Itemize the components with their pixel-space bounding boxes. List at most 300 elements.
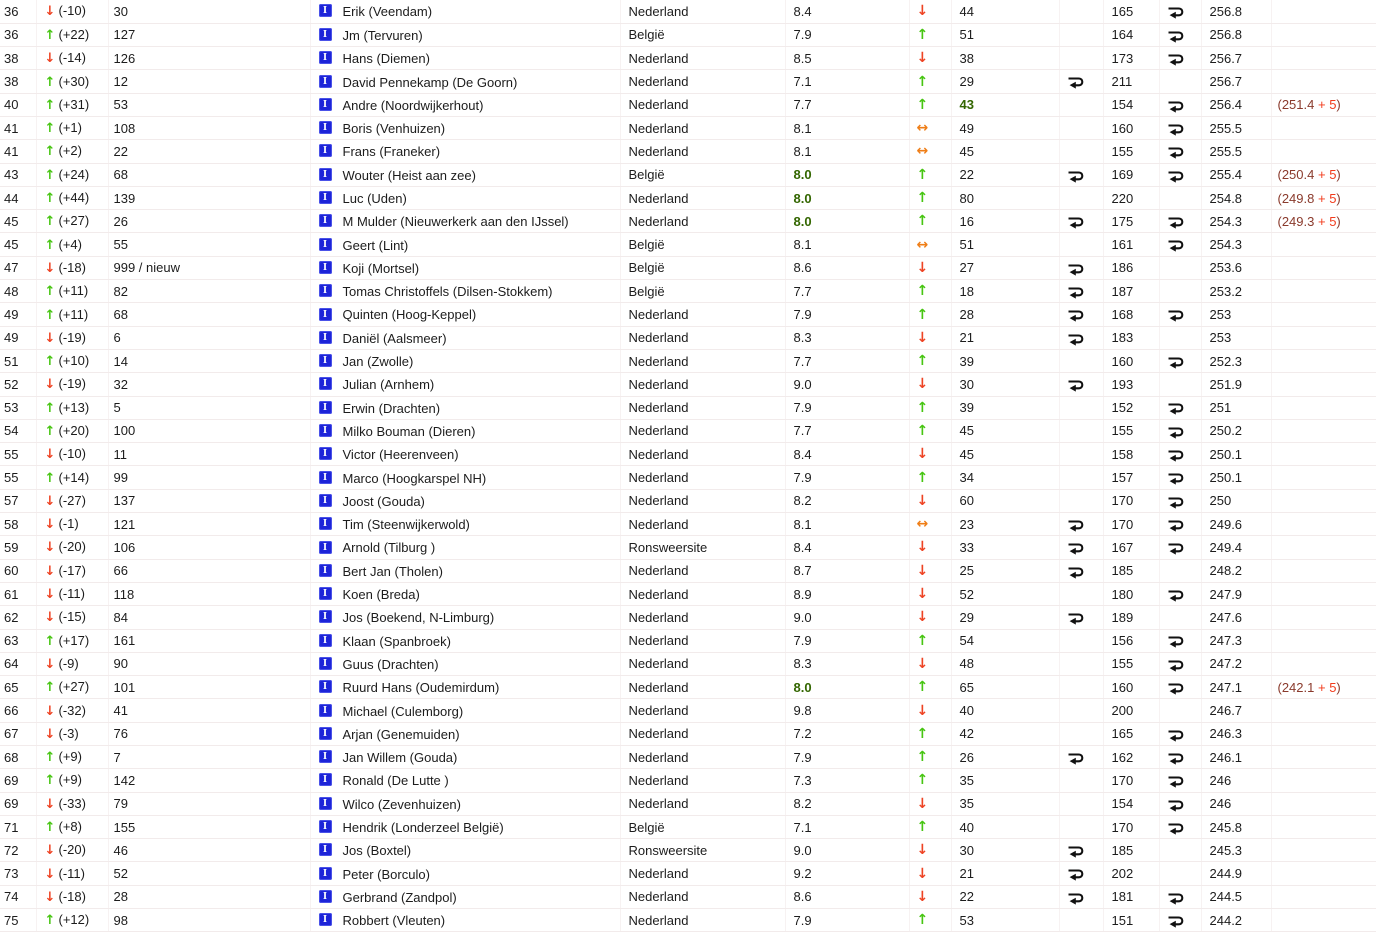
player-name[interactable]: Daniël (Aalsmeer)	[342, 330, 447, 346]
return-icon-2	[1167, 914, 1184, 928]
change-arrow-icon: ↑	[44, 354, 56, 370]
player-name[interactable]: Ronald (De Lutte )	[342, 773, 449, 789]
change-value: (+2)	[58, 143, 82, 159]
bonus-close: )	[1336, 213, 1341, 229]
info-icon[interactable]: I	[319, 308, 332, 321]
rank-value: 38	[4, 50, 19, 66]
games-value: 173	[1111, 50, 1134, 66]
trend-arrow-icon: ↓	[916, 655, 929, 672]
trend-arrow-icon: ↑	[916, 96, 929, 113]
trend-arrow-icon: ↑	[916, 912, 929, 929]
info-icon[interactable]: I	[319, 517, 332, 530]
rank-value: 53	[4, 400, 19, 416]
country-value: België	[628, 819, 665, 835]
country-value: Nederland	[628, 796, 689, 812]
average-value: 7.9	[793, 470, 812, 486]
player-name[interactable]: Koji (Mortsel)	[342, 260, 420, 276]
info-icon[interactable]: I	[319, 424, 332, 437]
player-name[interactable]: Wilco (Zevenhuizen)	[342, 796, 461, 812]
info-icon[interactable]: I	[319, 587, 332, 600]
info-icon[interactable]: I	[319, 121, 332, 134]
player-name[interactable]: Erwin (Drachten)	[342, 400, 441, 416]
return-icon-2	[1167, 681, 1184, 695]
player-name[interactable]: Koen (Breda)	[342, 587, 420, 603]
info-icon[interactable]: I	[319, 843, 332, 856]
score-value: 35	[959, 796, 974, 812]
table-row	[0, 909, 1376, 932]
player-name[interactable]: Erik (Veendam)	[342, 4, 433, 20]
player-name[interactable]: Victor (Heerenveen)	[342, 447, 459, 463]
average-value: 9.8	[793, 703, 812, 719]
total-value: 253.2	[1209, 283, 1243, 299]
previous-value: 155	[113, 819, 136, 835]
previous-value: 53	[113, 97, 128, 113]
return-icon-2	[1167, 471, 1184, 485]
previous-value: 82	[113, 283, 128, 299]
info-icon[interactable]: I	[319, 168, 332, 181]
country-value: Nederland	[628, 679, 689, 695]
rank-value: 62	[4, 609, 19, 625]
change-arrow-icon: ↓	[44, 889, 56, 905]
return-icon-1	[1067, 565, 1084, 579]
table-row	[0, 862, 1376, 885]
trend-arrow-icon: ↓	[916, 865, 929, 882]
total-value: 254.3	[1209, 237, 1243, 253]
trend-arrow-icon: ↓	[916, 702, 929, 719]
change-value: (-1)	[58, 516, 79, 532]
score-value: 51	[959, 27, 974, 43]
change-value: (-14)	[58, 50, 86, 66]
return-icon-2	[1167, 798, 1184, 812]
return-icon-1	[1067, 751, 1084, 765]
total-value: 244.2	[1209, 912, 1243, 928]
games-value: 157	[1111, 470, 1134, 486]
previous-value: 139	[113, 190, 136, 206]
info-icon[interactable]: I	[319, 727, 332, 740]
trend-arrow-icon: ↔	[916, 143, 929, 160]
table-row	[0, 606, 1376, 629]
table-row	[0, 93, 1376, 116]
average-value: 7.9	[793, 27, 812, 43]
player-name[interactable]: Wouter (Heist aan zee)	[342, 167, 476, 183]
info-icon[interactable]: I	[319, 238, 332, 251]
average-value: 7.1	[793, 74, 812, 90]
info-icon[interactable]: I	[319, 773, 332, 786]
return-icon-2	[1167, 541, 1184, 555]
bonus-text	[1278, 167, 1341, 182]
games-value: 170	[1111, 516, 1134, 532]
country-value: Nederland	[628, 446, 689, 462]
games-value: 189	[1111, 609, 1134, 625]
average-value: 7.9	[793, 307, 812, 322]
average-value: 8.5	[793, 50, 812, 66]
change-arrow-icon: ↓	[44, 540, 56, 556]
info-icon[interactable]: I	[319, 494, 332, 507]
info-icon[interactable]: I	[319, 634, 332, 647]
total-value: 250.2	[1209, 423, 1243, 439]
table-row	[0, 676, 1376, 699]
return-icon-2	[1167, 122, 1184, 136]
rank-value: 71	[4, 819, 19, 835]
total-value: 252.3	[1209, 353, 1243, 369]
change-arrow-icon: ↑	[44, 750, 56, 766]
info-icon[interactable]: I	[319, 98, 332, 111]
total-value: 245.8	[1209, 819, 1243, 835]
return-icon-1	[1067, 518, 1084, 532]
country-value: Ronsweersite	[628, 842, 708, 858]
games-value: 193	[1111, 376, 1134, 392]
score-value: 34	[959, 470, 974, 486]
player-name[interactable]: Hendrik (Londerzeel België)	[342, 820, 504, 836]
player-name[interactable]: Frans (Franeker)	[342, 144, 441, 160]
player-name[interactable]: Hans (Diemen)	[342, 51, 430, 67]
change-arrow-icon: ↓	[44, 656, 56, 672]
change-arrow-icon: ↓	[44, 4, 56, 20]
info-icon[interactable]: I	[319, 564, 332, 577]
player-name[interactable]: Bert Jan (Tholen)	[342, 563, 443, 579]
games-value: 160	[1111, 679, 1134, 695]
average-value: 8.3	[793, 330, 812, 346]
rank-value: 61	[4, 586, 19, 602]
info-icon[interactable]: I	[319, 657, 332, 670]
info-icon[interactable]: I	[319, 191, 332, 204]
country-value: Nederland	[628, 353, 689, 369]
bonus-close: )	[1336, 167, 1341, 183]
change-value: (+4)	[58, 236, 82, 252]
info-icon[interactable]: I	[319, 913, 332, 926]
change-arrow-icon: ↑	[44, 470, 56, 486]
score-value: 33	[959, 539, 974, 555]
change-value: (+10)	[58, 353, 90, 369]
average-value: 7.3	[793, 772, 812, 788]
trend-arrow-icon: ↑	[916, 283, 929, 300]
table-row	[0, 280, 1376, 303]
player-name[interactable]: Peter (Borculo)	[342, 866, 430, 882]
country-value: Nederland	[628, 3, 689, 19]
rank-value: 74	[4, 889, 19, 905]
change-value: (-11)	[58, 586, 85, 602]
change-arrow-icon: ↑	[44, 820, 56, 836]
total-value: 250.1	[1209, 470, 1243, 486]
trend-arrow-icon: ↑	[916, 166, 929, 183]
average-value: 9.2	[793, 866, 812, 882]
info-icon[interactable]: I	[319, 447, 332, 460]
previous-value: 108	[113, 120, 136, 136]
country-value: Nederland	[628, 307, 689, 322]
info-icon[interactable]: I	[319, 890, 332, 903]
games-value: 185	[1111, 842, 1134, 858]
return-icon-2	[1167, 448, 1184, 462]
previous-value: 55	[113, 237, 128, 253]
total-value: 247.6	[1209, 609, 1243, 625]
country-value: Nederland	[628, 866, 689, 882]
total-value: 246.1	[1209, 749, 1243, 765]
table-row	[0, 70, 1376, 93]
info-icon[interactable]: I	[319, 28, 332, 41]
score-value: 27	[959, 260, 974, 276]
player-name[interactable]: Ruurd Hans (Oudemirdum)	[342, 680, 500, 696]
return-icon-2	[1167, 658, 1184, 672]
change-value: (+13)	[58, 399, 90, 415]
player-name[interactable]: Gerbrand (Zandpol)	[342, 889, 457, 905]
player-name[interactable]: Andre (Noordwijkerhout)	[342, 97, 484, 113]
table-row	[0, 652, 1376, 675]
info-icon[interactable]: I	[319, 144, 332, 157]
return-icon-1	[1067, 611, 1084, 625]
games-value: 152	[1111, 400, 1134, 416]
games-value: 170	[1111, 819, 1134, 835]
player-name[interactable]: M Mulder (Nieuwerkerk aan den IJssel)	[342, 214, 569, 230]
score-value: 29	[959, 74, 974, 90]
trend-arrow-icon: ↓	[916, 492, 929, 509]
info-icon[interactable]: I	[319, 541, 332, 554]
games-value: 165	[1111, 726, 1134, 742]
country-value: Nederland	[628, 703, 689, 719]
score-value: 30	[959, 376, 974, 392]
player-name[interactable]: Jan (Zwolle)	[342, 354, 414, 370]
return-icon-2	[1167, 891, 1184, 905]
info-icon[interactable]: I	[319, 354, 332, 367]
change-value: (-32)	[58, 702, 86, 718]
change-arrow-icon: ↓	[44, 377, 56, 393]
change-value: (-20)	[58, 842, 86, 858]
previous-value: 12	[113, 74, 128, 90]
previous-value: 101	[113, 679, 136, 695]
change-arrow-icon: ↓	[44, 517, 56, 533]
trend-arrow-icon: ↓	[916, 446, 929, 463]
player-name[interactable]: Joost (Gouda)	[342, 493, 425, 509]
country-value: Nederland	[628, 586, 689, 602]
games-value: 220	[1111, 190, 1134, 206]
country-value: Nederland	[628, 633, 689, 649]
player-name[interactable]: Julian (Arnhem)	[342, 377, 435, 393]
table-row	[0, 839, 1376, 862]
rank-value: 49	[4, 307, 19, 322]
info-icon[interactable]: I	[319, 867, 332, 880]
score-value: 60	[959, 493, 974, 509]
country-value: Nederland	[628, 726, 689, 742]
trend-arrow-icon: ↔	[916, 236, 929, 253]
player-name[interactable]: Tim (Steenwijkerwold)	[342, 517, 470, 533]
table-row	[0, 349, 1376, 372]
change-arrow-icon: ↓	[44, 563, 56, 579]
rank-value: 48	[4, 283, 19, 299]
games-value: 168	[1111, 307, 1134, 322]
info-icon[interactable]: I	[319, 401, 332, 414]
previous-value: 30	[113, 3, 128, 19]
score-value: 22	[959, 889, 974, 905]
score-value: 45	[959, 446, 974, 462]
change-arrow-icon: ↑	[44, 400, 56, 416]
change-arrow-icon: ↑	[44, 913, 56, 929]
average-value: 8.6	[793, 260, 812, 276]
player-name[interactable]: Quinten (Hoog-Keppel)	[342, 307, 477, 323]
player-name[interactable]: Guus (Drachten)	[342, 656, 439, 672]
info-icon[interactable]: I	[319, 610, 332, 623]
player-name[interactable]: Luc (Uden)	[342, 191, 407, 207]
table-row	[0, 629, 1376, 652]
return-icon-2	[1167, 52, 1184, 66]
previous-value: 68	[113, 167, 128, 183]
table-row	[0, 116, 1376, 139]
return-icon-2	[1167, 169, 1184, 183]
average-value: 8.2	[793, 493, 812, 509]
total-value: 253	[1209, 330, 1232, 346]
total-value: 253	[1209, 307, 1232, 322]
player-name[interactable]: Jan Willem (Gouda)	[342, 750, 458, 766]
return-icon-1	[1067, 215, 1084, 229]
games-value: 151	[1111, 912, 1134, 928]
table-row	[0, 326, 1376, 349]
info-icon[interactable]: I	[319, 820, 332, 833]
total-value: 246.7	[1209, 703, 1243, 719]
trend-arrow-icon: ↑	[916, 26, 929, 43]
country-value: België	[628, 283, 665, 299]
return-icon-2	[1167, 355, 1184, 369]
score-value: 54	[959, 633, 974, 649]
info-icon[interactable]: I	[319, 284, 332, 297]
average-value: 7.7	[793, 353, 812, 369]
games-value: 155	[1111, 656, 1134, 672]
score-value: 40	[959, 819, 974, 835]
player-name[interactable]: Robbert (Vleuten)	[342, 913, 446, 929]
average-value: 8.4	[793, 3, 812, 19]
previous-value: 52	[113, 866, 128, 882]
change-arrow-icon: ↓	[44, 51, 56, 67]
return-icon-2	[1167, 495, 1184, 509]
total-value: 251.9	[1209, 376, 1243, 392]
rank-value: 36	[4, 3, 19, 19]
player-name[interactable]: Jos (Boxtel)	[342, 843, 412, 859]
games-value: 183	[1111, 330, 1134, 346]
country-value: Nederland	[628, 749, 689, 765]
bonus-close: )	[1336, 679, 1341, 695]
previous-value: 142	[113, 772, 136, 788]
player-name[interactable]: Geert (Lint)	[342, 237, 409, 253]
info-icon[interactable]: I	[319, 214, 332, 227]
rank-value: 45	[4, 237, 19, 253]
average-value: 8.0	[793, 213, 812, 229]
player-name[interactable]: Boris (Venhuizen)	[342, 121, 446, 137]
change-value: (+20)	[58, 422, 90, 438]
info-icon[interactable]: I	[319, 75, 332, 88]
change-arrow-icon: ↑	[44, 167, 56, 183]
bonus-base: (242.1	[1277, 679, 1318, 695]
table-row	[0, 792, 1376, 815]
info-icon[interactable]: I	[319, 4, 332, 17]
rank-value: 75	[4, 912, 19, 928]
average-value: 7.7	[793, 423, 812, 439]
games-value: 158	[1111, 446, 1134, 462]
player-name[interactable]: Tomas Christoffels (Dilsen-Stokkem)	[342, 284, 553, 300]
info-icon[interactable]: I	[319, 704, 332, 717]
info-icon[interactable]: I	[319, 797, 332, 810]
score-value: 25	[959, 563, 974, 579]
player-name[interactable]: Klaan (Spanbroek)	[342, 633, 451, 649]
player-name[interactable]: Marco (Hoogkarspel NH)	[342, 470, 487, 486]
total-value: 247.2	[1209, 656, 1243, 672]
change-value: (+9)	[58, 749, 82, 765]
country-value: Nederland	[628, 376, 689, 392]
trend-arrow-icon: ↑	[916, 469, 929, 486]
change-value: (+9)	[58, 772, 82, 788]
return-icon-1	[1067, 844, 1084, 858]
average-value: 8.3	[793, 656, 812, 672]
info-icon[interactable]: I	[319, 331, 332, 344]
change-arrow-icon: ↑	[44, 237, 56, 253]
previous-value: 126	[113, 50, 136, 66]
info-icon[interactable]: I	[319, 377, 332, 390]
player-name[interactable]: Jm (Tervuren)	[342, 27, 423, 43]
return-icon-1	[1067, 308, 1084, 322]
change-value: (-9)	[58, 655, 79, 671]
table-row	[0, 373, 1376, 396]
bonus-plus: + 5	[1317, 190, 1337, 206]
bonus-plus: + 5	[1317, 679, 1337, 695]
player-name[interactable]: Milko Bouman (Dieren)	[342, 424, 476, 440]
rank-value: 72	[4, 842, 19, 858]
table-row	[0, 582, 1376, 605]
rank-value: 66	[4, 703, 19, 719]
total-value: 249.4	[1209, 539, 1243, 555]
return-icon-1	[1067, 541, 1084, 555]
total-value: 255.5	[1209, 120, 1243, 136]
rank-value: 60	[4, 563, 19, 579]
trend-arrow-icon: ↑	[916, 725, 929, 742]
rank-value: 38	[4, 74, 19, 90]
return-icon-1	[1067, 285, 1084, 299]
player-name[interactable]: David Pennekamp (De Goorn)	[342, 74, 518, 90]
games-value: 160	[1111, 120, 1134, 136]
change-value: (+14)	[58, 469, 90, 485]
trend-arrow-icon: ↑	[916, 632, 929, 649]
return-icon-1	[1067, 867, 1084, 881]
rank-value: 55	[4, 470, 19, 486]
player-name[interactable]: Arnold (Tilburg )	[342, 540, 436, 556]
trend-arrow-icon: ↓	[916, 376, 929, 393]
bonus-close: )	[1336, 97, 1341, 113]
score-value: 52	[959, 586, 974, 602]
table-row	[0, 746, 1376, 769]
trend-arrow-icon: ↓	[916, 795, 929, 812]
info-icon[interactable]: I	[319, 680, 332, 693]
table-row	[0, 559, 1376, 582]
previous-value: 98	[113, 912, 128, 928]
change-value: (+22)	[58, 26, 90, 42]
player-name[interactable]: Jos (Boekend, N-Limburg)	[342, 610, 495, 626]
info-icon[interactable]: I	[319, 750, 332, 763]
player-name[interactable]: Arjan (Genemuiden)	[342, 726, 460, 742]
average-value: 8.4	[793, 446, 812, 462]
average-value: 8.0	[793, 167, 812, 183]
average-value: 8.0	[793, 190, 812, 206]
previous-value: 7	[113, 749, 121, 765]
score-value: 53	[959, 912, 974, 928]
table-row	[0, 163, 1376, 186]
change-arrow-icon: ↑	[44, 214, 56, 230]
change-value: (+27)	[58, 679, 90, 695]
player-name[interactable]: Michael (Culemborg)	[342, 703, 464, 719]
info-icon[interactable]: I	[319, 51, 332, 64]
country-value: België	[628, 260, 665, 276]
bonus-base: (251.4	[1277, 97, 1318, 113]
score-value: 39	[959, 400, 974, 416]
total-value: 250	[1209, 493, 1232, 509]
table-row	[0, 815, 1376, 838]
return-icon-1	[1067, 169, 1084, 183]
info-icon[interactable]: I	[319, 261, 332, 274]
info-icon[interactable]: I	[319, 471, 332, 484]
